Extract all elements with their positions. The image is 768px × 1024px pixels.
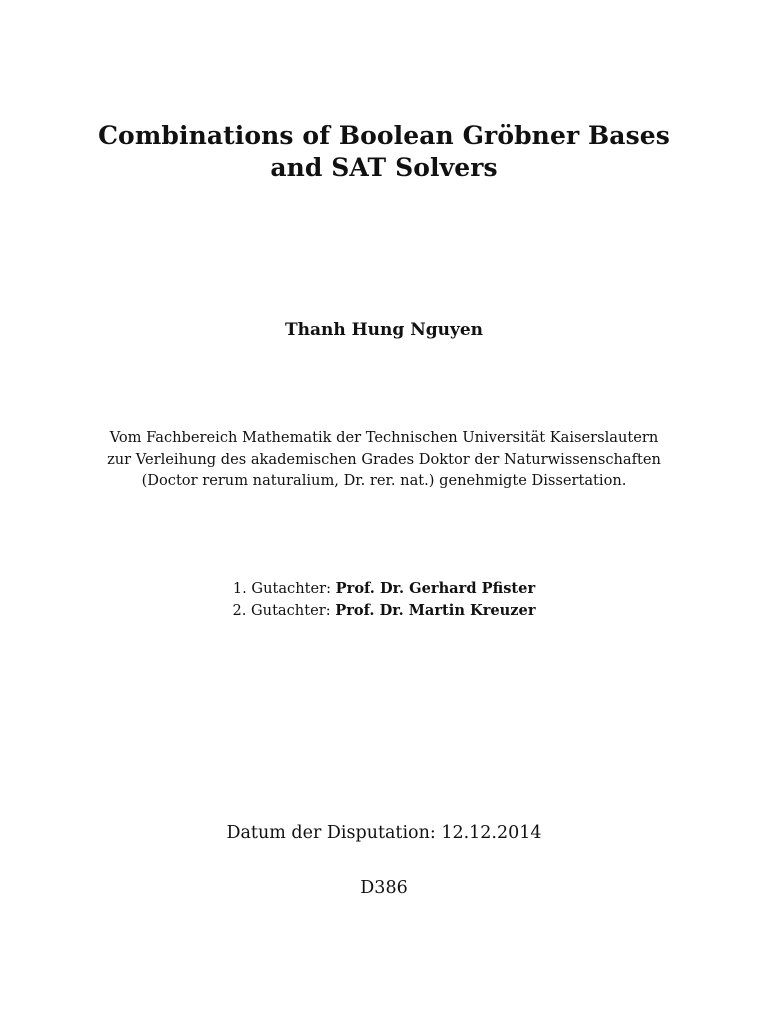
statement-line-1: Vom Fachbereich Mathematik der Technischen Universität Kaiserslautern xyxy=(109,429,659,446)
referee-1-name: Prof. Dr. Gerhard Pfister xyxy=(335,580,536,597)
referee-1-label: 1. Gutachter: xyxy=(232,580,332,597)
referee-2 xyxy=(0,600,768,622)
referee-2-label: 2. Gutachter: xyxy=(232,602,331,619)
dissertation-statement xyxy=(0,427,768,492)
statement-line-3: (Doctor rerum naturalium, Dr. rer. nat.) genehmigte Dissertation. xyxy=(141,472,627,489)
referee-2-name: Prof. Dr. Martin Kreuzer xyxy=(335,602,536,619)
statement-line-2: zur Verleihung des akademischen Grades Doktor der Naturwissenschaften xyxy=(107,450,661,468)
university-code: D386 xyxy=(360,878,408,898)
disputation-date: Datum der Disputation: 12.12.2014 xyxy=(226,823,542,843)
thesis-title-line-1: Combinations of Boolean Gröbner Bases xyxy=(98,121,670,150)
referee-1 xyxy=(0,578,768,600)
thesis-title xyxy=(0,120,768,184)
author-name: Thanh Hung Nguyen xyxy=(284,320,484,340)
referees-list xyxy=(0,578,768,622)
thesis-title-line-2: and SAT Solvers xyxy=(270,153,498,182)
